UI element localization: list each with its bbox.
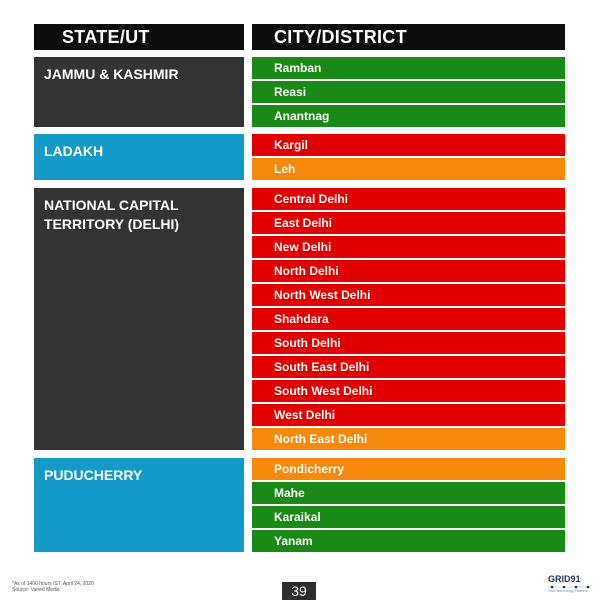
- city-row-karaikal: Karaikal: [252, 506, 565, 528]
- state-label: JAMMU & KASHMIR: [44, 66, 179, 82]
- state-puducherry: [34, 458, 244, 552]
- city-row-north-west-delhi: North West Delhi: [252, 284, 565, 306]
- footnote-source: Source: Varied Media: [12, 587, 60, 593]
- state-label: LADAKH: [44, 143, 104, 159]
- city-row-south-west-delhi: South West Delhi: [252, 380, 565, 402]
- city-row-north-east-delhi: North East Delhi: [252, 428, 565, 450]
- city-row-west-delhi: West Delhi: [252, 404, 565, 426]
- state-ladakh: [34, 134, 244, 180]
- page-number: 39: [282, 582, 316, 600]
- city-row-ramban: Ramban: [252, 57, 565, 79]
- footnote: [12, 581, 94, 593]
- city-row-mahe: Mahe: [252, 482, 565, 504]
- state-label-line1: NATIONAL CAPITAL: [44, 197, 179, 213]
- city-row-anantnag: Anantnag: [252, 105, 565, 127]
- city-list-ladakh: [252, 134, 565, 182]
- city-list-delhi: [252, 188, 565, 452]
- grid91-logo: [548, 574, 594, 596]
- city-row-shahdara: Shahdara: [252, 308, 565, 330]
- state-ut-header: STATE/UT: [34, 24, 244, 50]
- city-row-yanam: Yanam: [252, 530, 565, 552]
- city-row-new-delhi: New Delhi: [252, 236, 565, 258]
- logo-name: GRID91: [548, 574, 581, 584]
- footnote-date: *As of 1400 hours IST, April 24, 2020: [12, 581, 94, 587]
- city-row-south-delhi: South Delhi: [252, 332, 565, 354]
- city-row-reasi: Reasi: [252, 81, 565, 103]
- state-nct-delhi: [34, 188, 244, 450]
- state-label: PUDUCHERRY: [44, 467, 143, 483]
- logo-tagline: Your Technology Partners: [548, 589, 588, 593]
- city-list-puducherry: [252, 458, 565, 554]
- city-row-east-delhi: East Delhi: [252, 212, 565, 234]
- state-jammu-kashmir: [34, 57, 244, 127]
- city-row-north-delhi: North Delhi: [252, 260, 565, 282]
- city-row-leh: Leh: [252, 158, 565, 180]
- state-label-line2: TERRITORY (DELHI): [44, 216, 180, 232]
- city-district-header: CITY/DISTRICT: [252, 24, 565, 50]
- city-list-jammu-kashmir: [252, 57, 565, 129]
- city-row-south-east-delhi: South East Delhi: [252, 356, 565, 378]
- city-row-kargil: Kargil: [252, 134, 565, 156]
- city-row-pondicherry: Pondicherry: [252, 458, 565, 480]
- city-row-central-delhi: Central Delhi: [252, 188, 565, 210]
